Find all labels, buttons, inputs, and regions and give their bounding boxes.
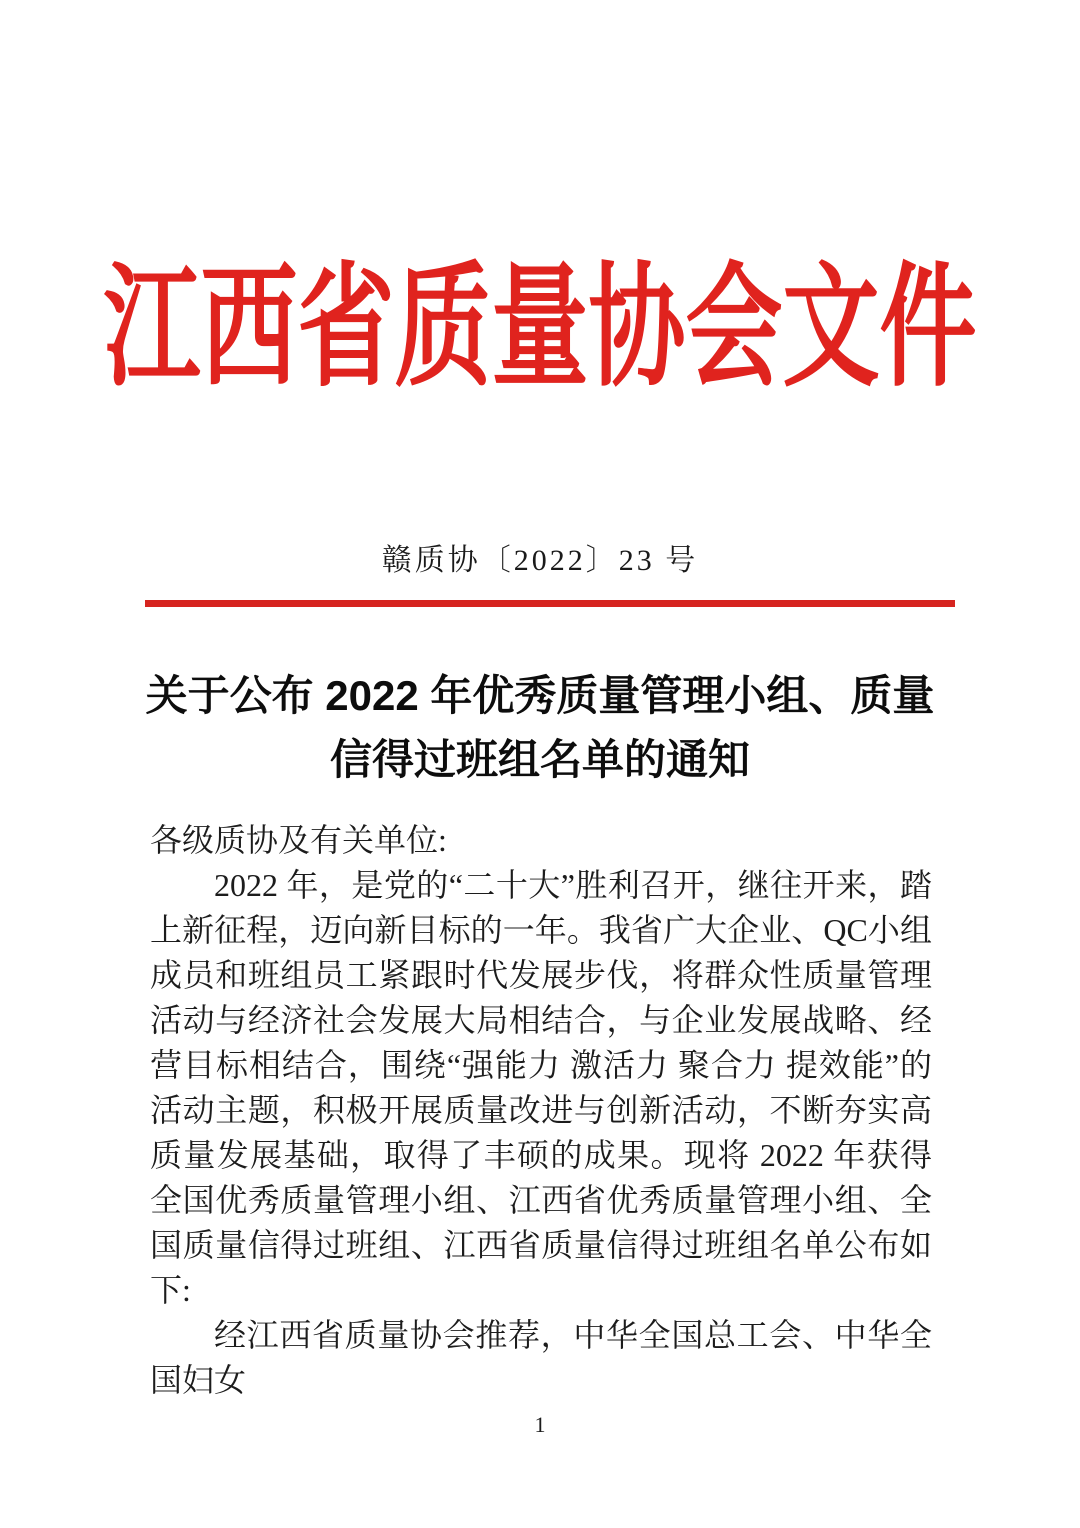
salutation: 各级质协及有关单位: (150, 822, 447, 858)
notice-body (150, 818, 932, 1403)
document-number: 赣质协〔2022〕23 号 (381, 544, 699, 577)
letterhead-rule (145, 600, 955, 607)
letterhead-title (0, 254, 1080, 403)
body-paragraph-1: 2022 年，是党的“二十大”胜利召开，继往开来，踏上新征程，迈向新目标的一年。我省广大企业、QC小组成员和班组员工紧跟时代发展步伐，将群众性质量管理活动与经济社会发展大局相结合，与企业发展战略、经营目标相结合，围绕“强能力 激活力 聚合力 提效能”的活动主题，积极开展质量改进与创新活动，不断夯实高质量发展基础，取得了丰硕的成果。现将 2022 年获得全国优秀质量管理小组、江西省优秀质量管理小组、全国质量信得过班组、江西省质量信得过班组名单公布如下: (150, 867, 932, 1308)
letterhead-title-text: 江西省质量协会文件 (103, 254, 977, 403)
notice-title-line1: 关于公布 2022 年优秀质量管理小组、质量 (145, 672, 935, 719)
notice-title (140, 664, 940, 792)
notice-title-line2: 信得过班组名单的通知 (329, 736, 750, 783)
page-number: 1 (534, 1412, 546, 1437)
body-paragraph-2: 经江西省质量协会推荐，中华全国总工会、中华全国妇女 (150, 1317, 932, 1398)
